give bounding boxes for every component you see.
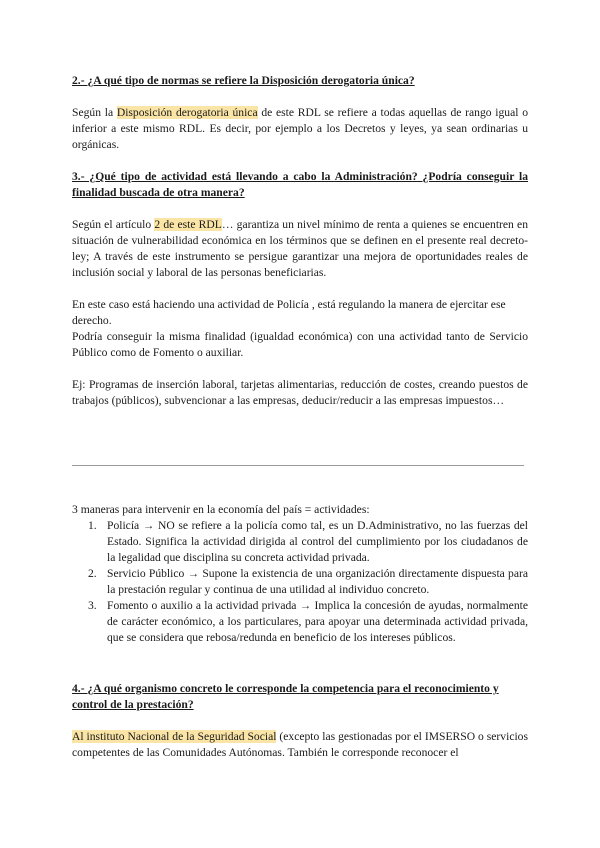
list-number: 1. [88,519,97,532]
activities-list [72,518,528,646]
list-item-text: Fomento o auxilio a la actividad privada → Implica la concesión de ayudas, normalmente de carácter económico, a los particulares, para apoyar una determinada actividad privada, que se considera que rebosa/redunda en beneficio de los intereses públicos. [107,599,528,644]
highlighted-reference: Al instituto Nacional de la Seguridad Social [72,730,277,743]
question-3-example: Ej: Programas de inserción laboral, tarjetas alimentarias, reducción de costes, creando puestos de trabajos (públicos), subvencionar a las empresas, deducir/reducir a las empresas impuestos… [72,378,528,407]
answer-text: … garantiza un nivel mínimo de renta a quienes se encuentren en situación de vulnerabilidad económica en los términos que se definen en el presente real decreto-ley; A través de este instrumento se persigue garantizar una mejora de oportunidades reales de inclusión social y laboral de las personas beneficiarias. [72,218,528,279]
highlighted-reference: Disposición derogatoria única [116,106,258,119]
answer-text: (excepto las gestionadas por el IMSERSO o servicios competentes de las Comunidades Autónomas. También le corresponde reconocer el [72,730,528,759]
question-3-answer-paragraph-1 [72,217,528,281]
list-item-text: Servicio Público → Supone la existencia de una organización directamente dispuesta para la prestación regular y continua de una utilidad al individuo concreto. [107,567,528,596]
highlighted-reference: 2 de este RDL [154,218,222,231]
question-3-answer-paragraph-3: Podría conseguir la misma finalidad (igualdad económica) con una actividad tanto de Servicio Público como de Fomento o auxiliar. [72,330,528,359]
question-4-answer [72,729,528,761]
question-3-heading: 3.- ¿Qué tipo de actividad está llevando a cabo la Administración? ¿Podría conseguir la finalidad buscada de otra manera? [72,170,528,199]
list-number: 2. [88,567,97,580]
list-number: 3. [88,599,97,612]
question-2-heading: 2.- ¿A qué tipo de normas se refiere la Disposición derogatoria única? [72,74,415,87]
notes-intro: 3 maneras para intervenir en la economía del país = actividades: [72,503,370,516]
list-item-text: Policía → NO se refiere a la policía como tal, es un D.Administrativo, no las fuerzas del Estado. Significa la actividad dirigida al control del cumplimiento por los ciudadanos de la legalidad que disciplina su concreta actividad privada. [107,519,528,564]
question-2-answer [72,105,528,153]
list-item [72,598,528,646]
answer-text: Según la [72,106,117,119]
answer-text: Según el artículo [72,218,155,231]
list-item [72,518,528,566]
question-4-heading: 4.- ¿A qué organismo concreto le corresponde la competencia para el reconocimiento y control de la prestación? [72,682,499,711]
list-item [72,566,528,598]
question-3-answer-paragraph-2: En este caso está haciendo una actividad de Policía , está regulando la manera de ejercitar ese derecho. [72,298,506,327]
horizontal-divider [72,465,524,466]
answer-text: de este RDL se refiere a todas aquellas de rango igual o inferior a este mismo RDL. Es decir, por ejemplo a los Decretos y leyes, ya sean ordinarias u orgánicas. [72,106,528,151]
